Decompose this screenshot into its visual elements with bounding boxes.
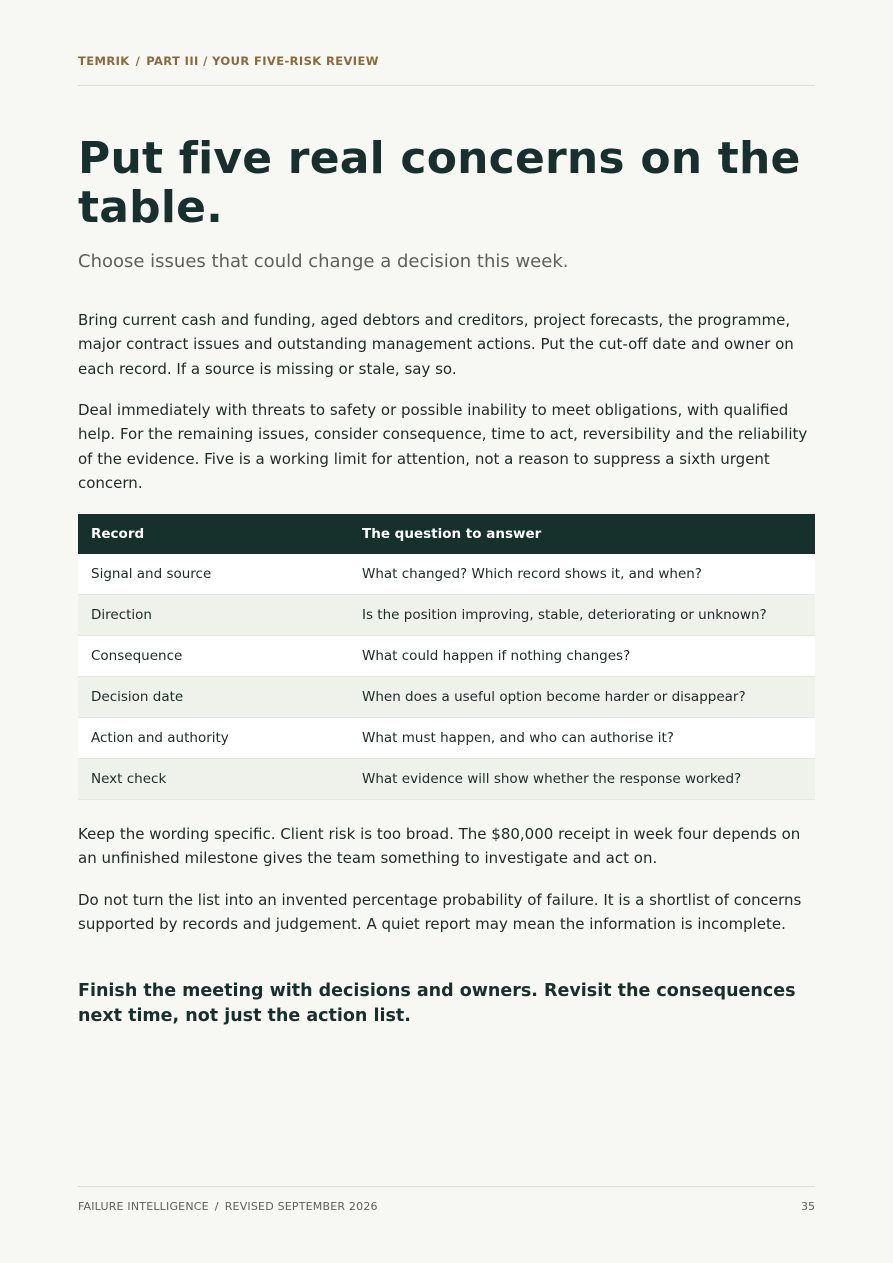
closing-statement: Finish the meeting with decisions and owners. Revisit the consequences next time, not just the action list. (78, 981, 796, 1026)
section-label: PART III / YOUR FIVE-RISK REVIEW (146, 54, 379, 68)
question-cell: What must happen, and who can authorise it? (349, 718, 815, 759)
page-subtitle: Choose issues that could change a decision this week. (78, 251, 569, 272)
header-separator: / (135, 54, 141, 68)
table-row (78, 636, 815, 677)
wording-paragraph: Keep the wording specific. Client risk is too broad. The $80,000 receipt in week four depends on an unfinished milestone gives the team something to investigate and act on. (78, 825, 801, 868)
document-page (78, 0, 815, 1263)
intro-paragraph: Bring current cash and funding, aged debtors and creditors, project forecasts, the programme, major contract issues and outstanding management actions. Put the cut-off date and owner on each record. If a source is missing or stale, say so. (78, 311, 794, 378)
page-number: 35 (801, 1200, 815, 1213)
footer-separator: / (214, 1200, 219, 1213)
table-header-row (78, 514, 815, 554)
publication-name: FAILURE INTELLIGENCE (78, 1200, 209, 1213)
header-divider (78, 85, 815, 86)
column-header-question: The question to answer (349, 514, 815, 554)
table-row (78, 554, 815, 595)
record-cell: Action and authority (78, 718, 349, 759)
probability-paragraph: Do not turn the list into an invented percentage probability of failure. It is a shortlist of concerns supported by records and judgement. A quiet report may mean the information is incomplete. (78, 891, 802, 934)
footer-publication (78, 1200, 378, 1213)
record-cell: Signal and source (78, 554, 349, 595)
table-row (78, 718, 815, 759)
column-header-record: Record (78, 514, 349, 554)
question-cell: What could happen if nothing changes? (349, 636, 815, 677)
question-cell: When does a useful option become harder or disappear? (349, 677, 815, 718)
question-cell: What changed? Which record shows it, and when? (349, 554, 815, 595)
footer-divider (78, 1186, 815, 1187)
revision-date: REVISED SEPTEMBER 2026 (224, 1200, 378, 1213)
running-header (78, 54, 379, 68)
brand-name: TEMRIK (78, 54, 130, 68)
record-cell: Next check (78, 759, 349, 800)
page-title: Put five real concerns on the table. (78, 133, 801, 233)
risk-record-table (78, 514, 815, 800)
record-cell: Direction (78, 595, 349, 636)
record-cell: Consequence (78, 636, 349, 677)
question-cell: Is the position improving, stable, deteriorating or unknown? (349, 595, 815, 636)
table-row (78, 759, 815, 800)
table-row (78, 595, 815, 636)
question-cell: What evidence will show whether the response worked? (349, 759, 815, 800)
table-row (78, 677, 815, 718)
record-cell: Decision date (78, 677, 349, 718)
priority-paragraph: Deal immediately with threats to safety or possible inability to meet obligations, with qualified help. For the remaining issues, consider consequence, time to act, reversibility and the reliability of the evidence. Five is a working limit for attention, not a reason to suppress a sixth urgent concern. (78, 401, 808, 492)
